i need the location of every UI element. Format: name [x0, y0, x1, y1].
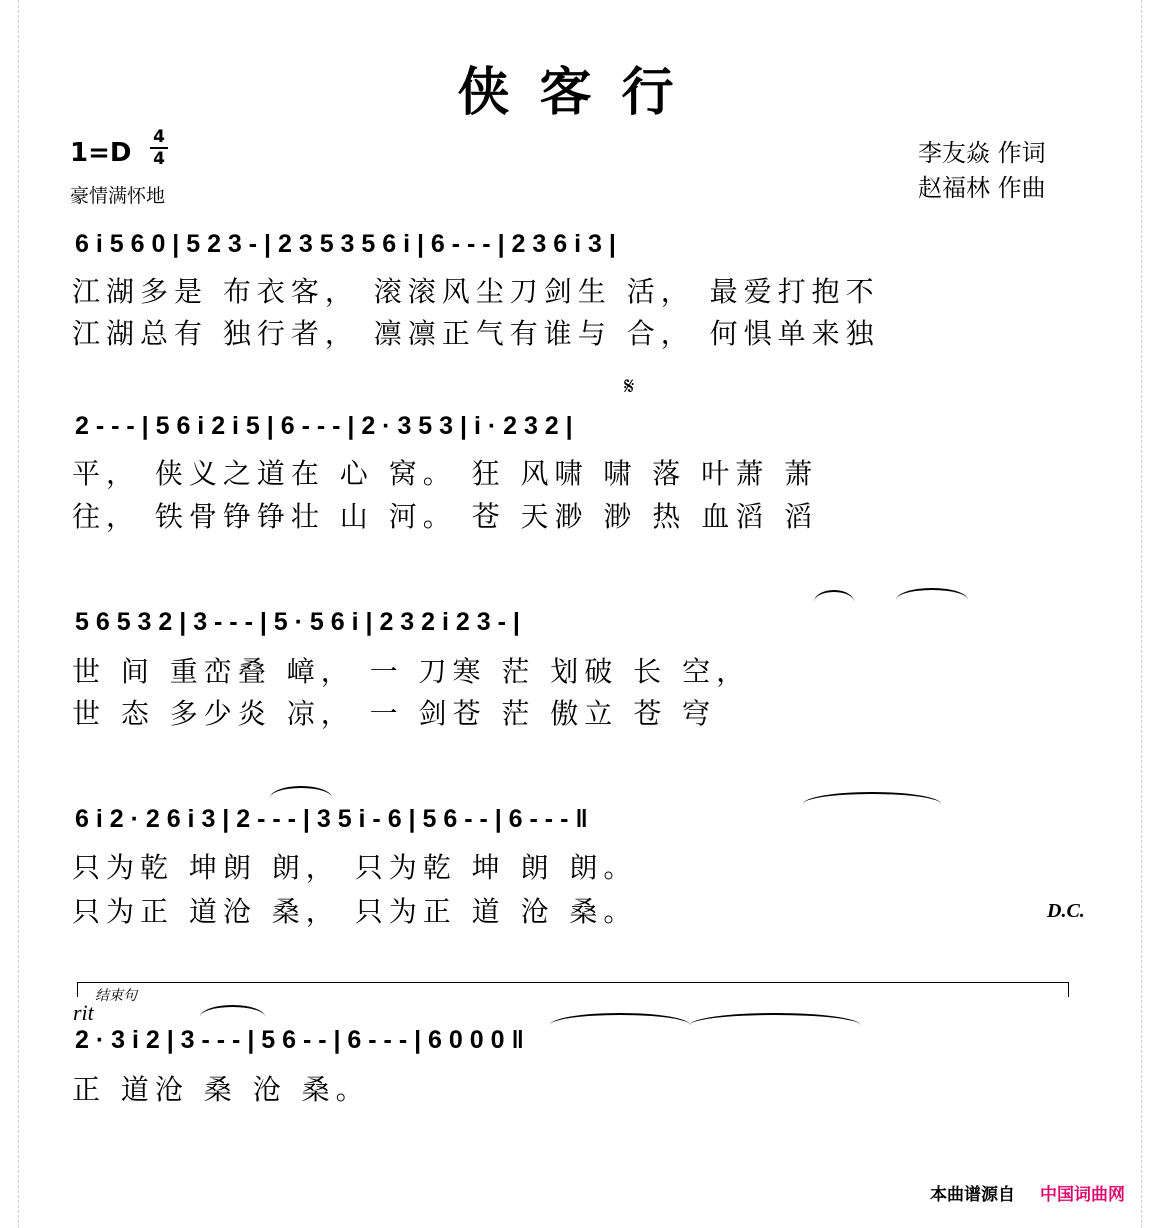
da-capo-marking: D.C. — [1047, 900, 1085, 922]
lyrics-row-4-verse-2: 只为正 道沧 桑， 只为正 道 沧 桑。 — [72, 895, 638, 928]
notes-row-1: 6 i 5 6 0 | 5 2 3 - | 2 3 5 3 5 6 i | 6 - - - | 2 3 6 i 3 | — [75, 230, 616, 258]
notes-row-3: 5 6 5 3 2 | 3 - - - | 5 · 5 6 i | 2 3 2 i 2 3 - | — [75, 608, 520, 636]
lyrics-row-4-verse-1: 只为乾 坤朗 朗， 只为乾 坤 朗 朗。 — [72, 851, 638, 884]
ending-bracket — [77, 982, 1069, 997]
right-guide-line — [1141, 0, 1142, 1228]
key-signature: 1=D — [70, 138, 132, 168]
segno-sign: 𝄋 — [624, 372, 635, 400]
notes-row-4: 6 i 2 · 2 6 i 3 | 2 - - - | 3 5 i - 6 | 5 6 - - | 6 - - - ‖ — [75, 805, 588, 833]
lyricist-credit: 李友焱 作词 — [918, 139, 1046, 167]
left-margin-decoration — [0, 0, 14, 1228]
lyrics-row-3-verse-2: 世 态 多少炎 凉， 一 剑苍 茫 傲立 苍 穹 — [72, 697, 717, 730]
left-guide-line — [18, 0, 19, 1228]
lyrics-row-5: 正 道沧 桑 沧 桑。 — [72, 1073, 370, 1106]
right-margin-decoration — [1147, 0, 1161, 1228]
lyrics-row-2-verse-2: 往， 铁骨铮铮壮 山 河。 苍 天渺 渺 热 血滔 滔 — [72, 500, 819, 533]
slur — [550, 1013, 690, 1025]
lyrics-row-1-verse-1: 江湖多是 布衣客， 滚滚风尘刀剑生 活， 最爱打抱不 — [72, 275, 880, 308]
notes-row-5: 2 · 3 i 2 | 3 - - - | 5 6 - - | 6 - - - | 6 0 0 0 ‖ — [75, 1026, 524, 1054]
meter-top: 4 — [153, 127, 165, 147]
expression-marking: 豪情满怀地 — [70, 185, 166, 207]
slur — [896, 588, 968, 600]
slur — [690, 1013, 860, 1025]
lyrics-row-2-verse-1: 平， 侠义之道在 心 窝。 狂 风啸 啸 落 叶萧 萧 — [72, 457, 819, 490]
slur — [803, 792, 941, 804]
song-title: 侠客行 — [457, 62, 704, 123]
slur — [270, 786, 332, 798]
ending-label: 结束句 — [95, 988, 137, 1004]
composer-credit: 赵福林 作曲 — [918, 174, 1046, 202]
slur — [200, 1005, 265, 1017]
lyrics-row-1-verse-2: 江湖总有 独行者， 凛凛正气有谁与 合， 何惧单来独 — [72, 317, 880, 350]
lyrics-row-3-verse-1: 世 间 重峦叠 嶂， 一 刀寒 茫 划破 长 空， — [72, 655, 751, 688]
notes-row-2: 2 - - - | 5 6 i 2 i 5 | 6 - - - | 2 · 3 5 3 | i · 2 3 2 | — [75, 412, 573, 440]
source-label: 本曲谱源自 — [930, 1185, 1015, 1205]
source-site-link[interactable]: 中国词曲网 — [1040, 1185, 1125, 1205]
time-signature — [150, 128, 168, 168]
ritardando-marking: rit — [73, 1000, 94, 1025]
slur — [814, 590, 854, 602]
meter-bottom: 4 — [153, 149, 165, 169]
